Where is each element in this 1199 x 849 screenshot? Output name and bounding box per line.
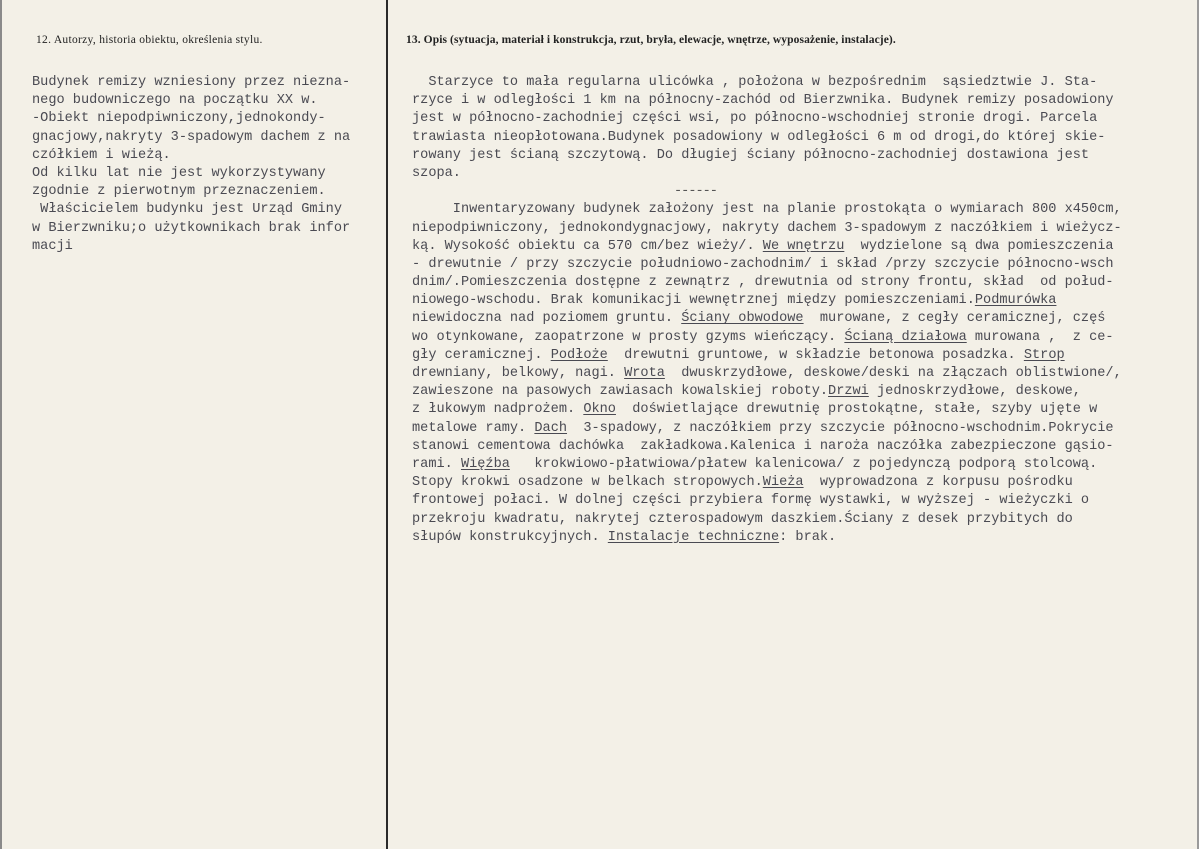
text-segment: rami. bbox=[412, 456, 461, 472]
description-line: trawiasta nieopłotowana.Budynek posadowiony w odległości 6 m od drogi,do której skie- bbox=[412, 129, 1106, 145]
text-segment: metalowe ramy. bbox=[412, 420, 535, 436]
underlined-term: Podmurówka bbox=[974, 293, 1057, 309]
text-segment: dwuskrzydłowe, deskowe/deski na złączach oblistwione/, bbox=[664, 366, 1122, 381]
description-line bbox=[412, 438, 1199, 456]
underlined-term: Instalacje techniczne bbox=[607, 529, 780, 545]
description-line bbox=[412, 383, 1199, 401]
description-line bbox=[412, 238, 1199, 256]
text-segment: - drewutnie / przy szczycie południowo-zachodnim/ i skład /przy szczycie północno-wsch bbox=[412, 256, 1114, 272]
underlined-term: We wnętrzu bbox=[762, 238, 845, 254]
text-segment: słupów konstrukcyjnych. bbox=[412, 529, 608, 545]
description-line: jest w północno-zachodniej części wsi, po północno-wschodniej stronie drogi. Parcela bbox=[412, 111, 1098, 127]
section-13-heading: 13. Opis (sytuacja, materiał i konstrukcja, rzut, bryła, elewacje, wnętrze, wyposażenie, instalacje). bbox=[406, 34, 896, 46]
underlined-term: Dach bbox=[534, 420, 568, 436]
text-segment: drewniany, belkowy, nagi. bbox=[412, 366, 625, 381]
text-segment: jednoskrzydłowe, deskowe, bbox=[868, 384, 1081, 400]
text-segment: murowane, z cegły ceramicznej, częś bbox=[803, 311, 1106, 327]
description-line bbox=[412, 292, 1199, 310]
left-text-line: -Obiekt niepodpiwniczony,jednokondy- bbox=[32, 111, 326, 127]
description-line bbox=[412, 256, 1199, 274]
description-line bbox=[412, 420, 1199, 438]
text-segment: wydzielone są dwa pomieszczenia bbox=[844, 238, 1114, 254]
text-segment: murowana , z ce- bbox=[966, 329, 1114, 345]
description-line bbox=[412, 474, 1199, 492]
section-12-heading: 12. Autorzy, historia obiektu, określenia stylu. bbox=[36, 34, 263, 46]
description-line: rowany jest ścianą szczytową. Do długiej ściany północno-zachodniej dostawiona jest bbox=[412, 147, 1090, 163]
text-segment: przekroju kwadratu, nakrytej czterospadowym daszkiem.Ściany z desek przybitych do bbox=[412, 511, 1073, 527]
underlined-term: Strop bbox=[1023, 347, 1065, 363]
description-line bbox=[412, 456, 1199, 474]
description-line bbox=[412, 329, 1199, 347]
underlined-term: Wieża bbox=[762, 475, 804, 491]
paragraph-separator: ------ bbox=[674, 184, 717, 200]
text-segment: niepodpiwniczony, jednokondygnacjowy, nakryty dachem 3-spadowym z naczółkiem i wieżycz- bbox=[412, 220, 1122, 236]
description-line bbox=[412, 365, 1199, 383]
text-segment: niewidoczna nad poziomem gruntu. bbox=[412, 311, 682, 327]
left-text-line: Budynek remizy wzniesiony przez niezna- bbox=[32, 75, 351, 90]
description-line bbox=[412, 492, 1199, 510]
description-line: rzyce i w odległości 1 km na północny-zachód od Bierzwnika. Budynek remizy posadowiony bbox=[412, 93, 1114, 109]
underlined-term: Okno bbox=[583, 402, 616, 418]
text-segment: z łukowym nadprożem. bbox=[412, 402, 584, 418]
description-line: Starzyce to mała regularna ulicówka , położona w bezpośrednim sąsiedztwie J. Sta- bbox=[412, 75, 1098, 90]
left-text-line: macji bbox=[32, 238, 73, 254]
text-segment: dnim/.Pomieszczenia dostępne z zewnątrz , drewutnia od strony frontu, skład od połud- bbox=[412, 275, 1114, 291]
underlined-term: Więźba bbox=[460, 456, 510, 472]
authors-history-text bbox=[32, 74, 392, 256]
left-text-line: czółkiem i wieżą. bbox=[32, 147, 171, 163]
underlined-term: Ścianą działowa bbox=[844, 329, 967, 345]
left-text-line: zgodnie z pierwotnym przeznaczeniem. bbox=[32, 184, 326, 200]
text-segment: niowego-wschodu. Brak komunikacji wewnętrznej między pomieszczeniami. bbox=[412, 293, 975, 309]
left-text-line: Właścicielem budynku jest Urząd Gminy bbox=[32, 202, 342, 218]
text-segment: frontowej połaci. W dolnej części przybiera formę wystawki, w wyższej - wieżyczki o bbox=[412, 493, 1090, 509]
left-text-line: gnacjowy,nakryty 3-spadowym dachem z na bbox=[32, 129, 351, 145]
description-line bbox=[412, 401, 1199, 419]
description-line bbox=[412, 529, 1199, 547]
text-segment: wo otynkowane, zaopatrzone w prosty gzyms wieńczący. bbox=[412, 329, 845, 345]
description-line bbox=[412, 220, 1199, 238]
left-text-line: Od kilku lat nie jest wykorzystywany bbox=[32, 165, 326, 181]
text-segment: wyprowadzona z korpusu pośrodku bbox=[803, 475, 1073, 491]
underlined-term: Ściany obwodowe bbox=[681, 311, 804, 327]
text-segment: gły ceramicznej. bbox=[412, 347, 551, 363]
text-segment: zawieszone na pasowych zawiasach kowalskiej roboty. bbox=[412, 384, 829, 400]
text-segment: 3-spadowy, z naczółkiem przy szczycie północno-wschodnim.Pokrycie bbox=[567, 420, 1114, 436]
description-line bbox=[412, 274, 1199, 292]
text-segment: krokwiowo-płatwiowa/płatew kalenicowa/ z pojedynczą podporą stolcową. bbox=[509, 456, 1098, 472]
description-line bbox=[412, 511, 1199, 529]
left-text-line: nego budowniczego na początku XX w. bbox=[32, 93, 318, 109]
description-line bbox=[412, 347, 1199, 365]
underlined-term: Podłoże bbox=[550, 347, 608, 363]
text-segment: ką. Wysokość obiektu ca 570 cm/bez wieży/. bbox=[412, 238, 763, 254]
text-segment: stanowi cementowa dachówka zakładkowa.Kalenica i naroża naczółka zabezpieczone gąsio- bbox=[412, 438, 1114, 454]
text-segment: Inwentaryzowany budynek założony jest na planie prostokąta o wymiarach 800 x450cm, bbox=[412, 202, 1122, 218]
description-line: szopa. bbox=[412, 165, 461, 181]
left-text-line: w Bierzwniku;o użytkownikach brak infor bbox=[32, 220, 351, 236]
text-segment: Stopy krokwi osadzone w belkach stropowych. bbox=[412, 475, 763, 491]
description-line bbox=[412, 310, 1199, 328]
text-segment: : brak. bbox=[779, 529, 837, 545]
text-segment: drewutni gruntowe, w składzie betonowa posadzka. bbox=[607, 347, 1024, 363]
underlined-term: Wrota bbox=[624, 366, 665, 381]
underlined-term: Drzwi bbox=[828, 384, 869, 400]
description-line bbox=[412, 201, 1199, 219]
description-text bbox=[412, 74, 1199, 547]
text-segment: doświetlające drewutnię prostokątne, stałe, szyby ujęte w bbox=[615, 402, 1098, 418]
